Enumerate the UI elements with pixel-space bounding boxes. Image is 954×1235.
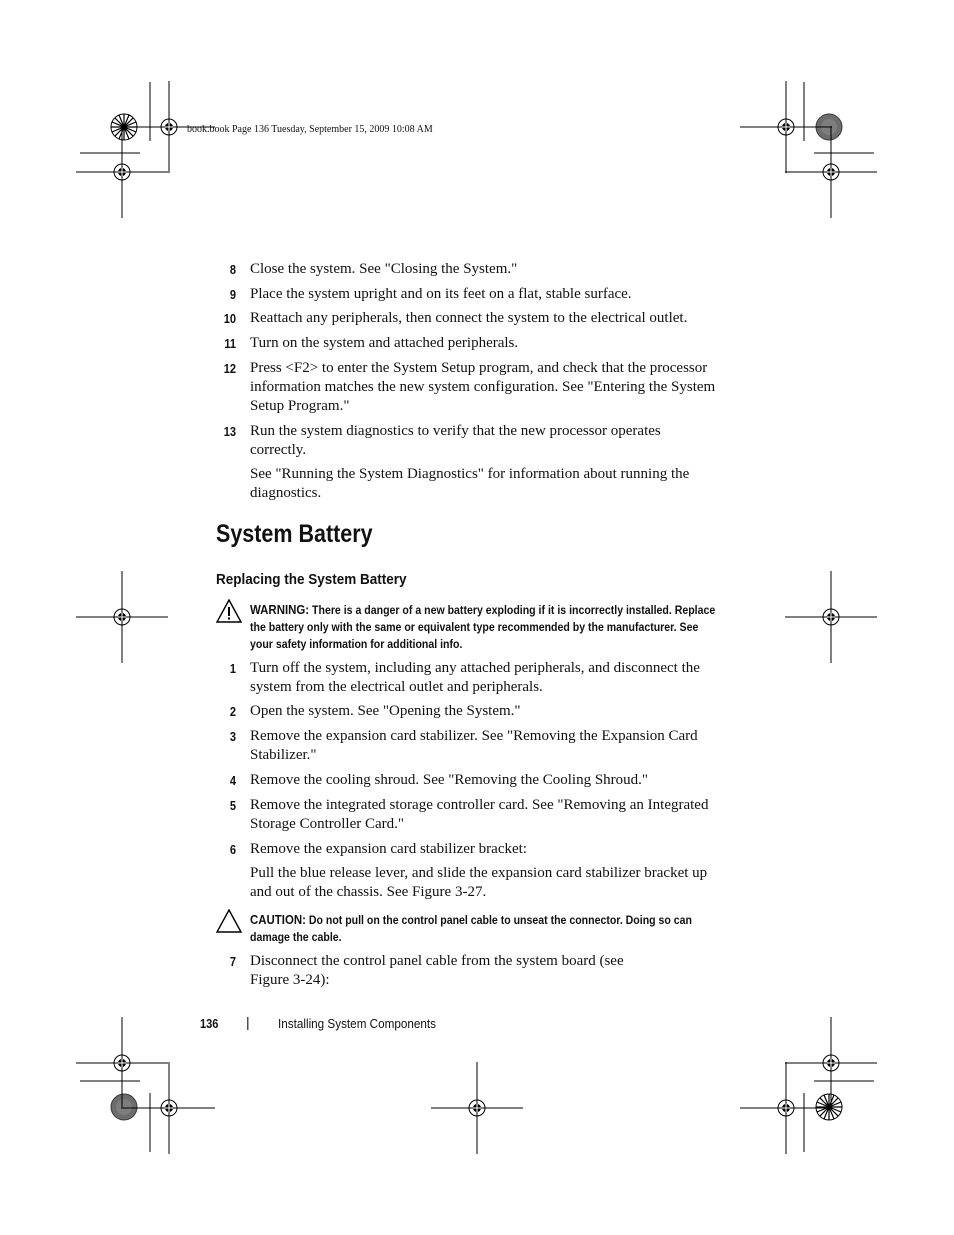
step-number: 4 [229, 773, 236, 788]
step-number: 7 [229, 954, 236, 969]
step-text: Remove the integrated storage controller card. See "Removing an Integrated Storage Controller Card." [250, 797, 709, 832]
caution-body: Do not pull on the control panel cable to unseat the connector. Doing so can damage the cable. [250, 913, 692, 944]
subsection-title: Replacing the System Battery [216, 571, 407, 588]
step-text: Remove the cooling shroud. See "Removing the Cooling Shroud." [250, 772, 649, 788]
step-note: See "Running the System Diagnostics" for information about running the diagnostics. [250, 466, 690, 501]
step-text: Close the system. See "Closing the System." [250, 261, 518, 277]
step-number: 6 [229, 842, 236, 857]
step-text: Turn off the system, including any attached peripherals, and disconnect the system from the electrical outlet and peripherals. [250, 660, 700, 695]
step-number: 3 [229, 729, 236, 744]
step-text: Remove the expansion card stabilizer bracket: [250, 841, 527, 857]
step-text: Turn on the system and attached peripherals. [250, 335, 519, 351]
step-number: 11 [224, 336, 236, 351]
step-text: Press <F2> to enter the System Setup program, and check that the processor information matches the new system configuration. See "Entering the System Setup Program." [250, 360, 716, 414]
warning-label: WARNING: [250, 602, 310, 617]
step-number: 10 [223, 311, 236, 326]
print-header: book.book Page 136 Tuesday, September 15, 2009 10:08 AM [187, 124, 433, 135]
step-note: Pull the blue release lever, and slide the expansion card stabilizer bracket up and out of the chassis. See Figure 3-27. [250, 865, 708, 900]
step-text: Open the system. See "Opening the System." [250, 703, 521, 719]
step-text: Place the system upright and on its feet on a flat, stable surface. [250, 286, 632, 302]
step-number: 8 [229, 262, 236, 277]
step-text: Reattach any peripherals, then connect the system to the electrical outlet. [250, 310, 688, 326]
footer-chapter: Installing System Components [278, 1016, 437, 1031]
section-title: System Battery [216, 520, 373, 548]
caution-label: CAUTION: [250, 912, 306, 927]
step-number: 2 [229, 704, 236, 719]
caution-text [250, 911, 721, 946]
step-text: Disconnect the control panel cable from the system board (see Figure 3-24): [250, 953, 624, 988]
warning-icon [216, 599, 242, 623]
step-number: 9 [229, 287, 236, 302]
step-number: 12 [223, 361, 236, 376]
step-number: 1 [229, 661, 236, 676]
step-text: Run the system diagnostics to verify that the new processor operates correctly. [250, 423, 661, 458]
caution-icon [216, 909, 242, 933]
step-text: Remove the expansion card stabilizer. See "Removing the Expansion Card Stabilizer." [250, 728, 698, 763]
step-number: 13 [223, 424, 236, 439]
step-number: 5 [229, 798, 236, 813]
warning-body: There is a danger of a new battery exploding if it is incorrectly installed. Replace the battery only with the same or equivalent type recommended by the manufacturer. See your safety information for additional info. [250, 603, 716, 651]
footer-separator: | [246, 1014, 250, 1030]
warning-text [250, 601, 721, 653]
page-number: 136 [200, 1016, 219, 1031]
